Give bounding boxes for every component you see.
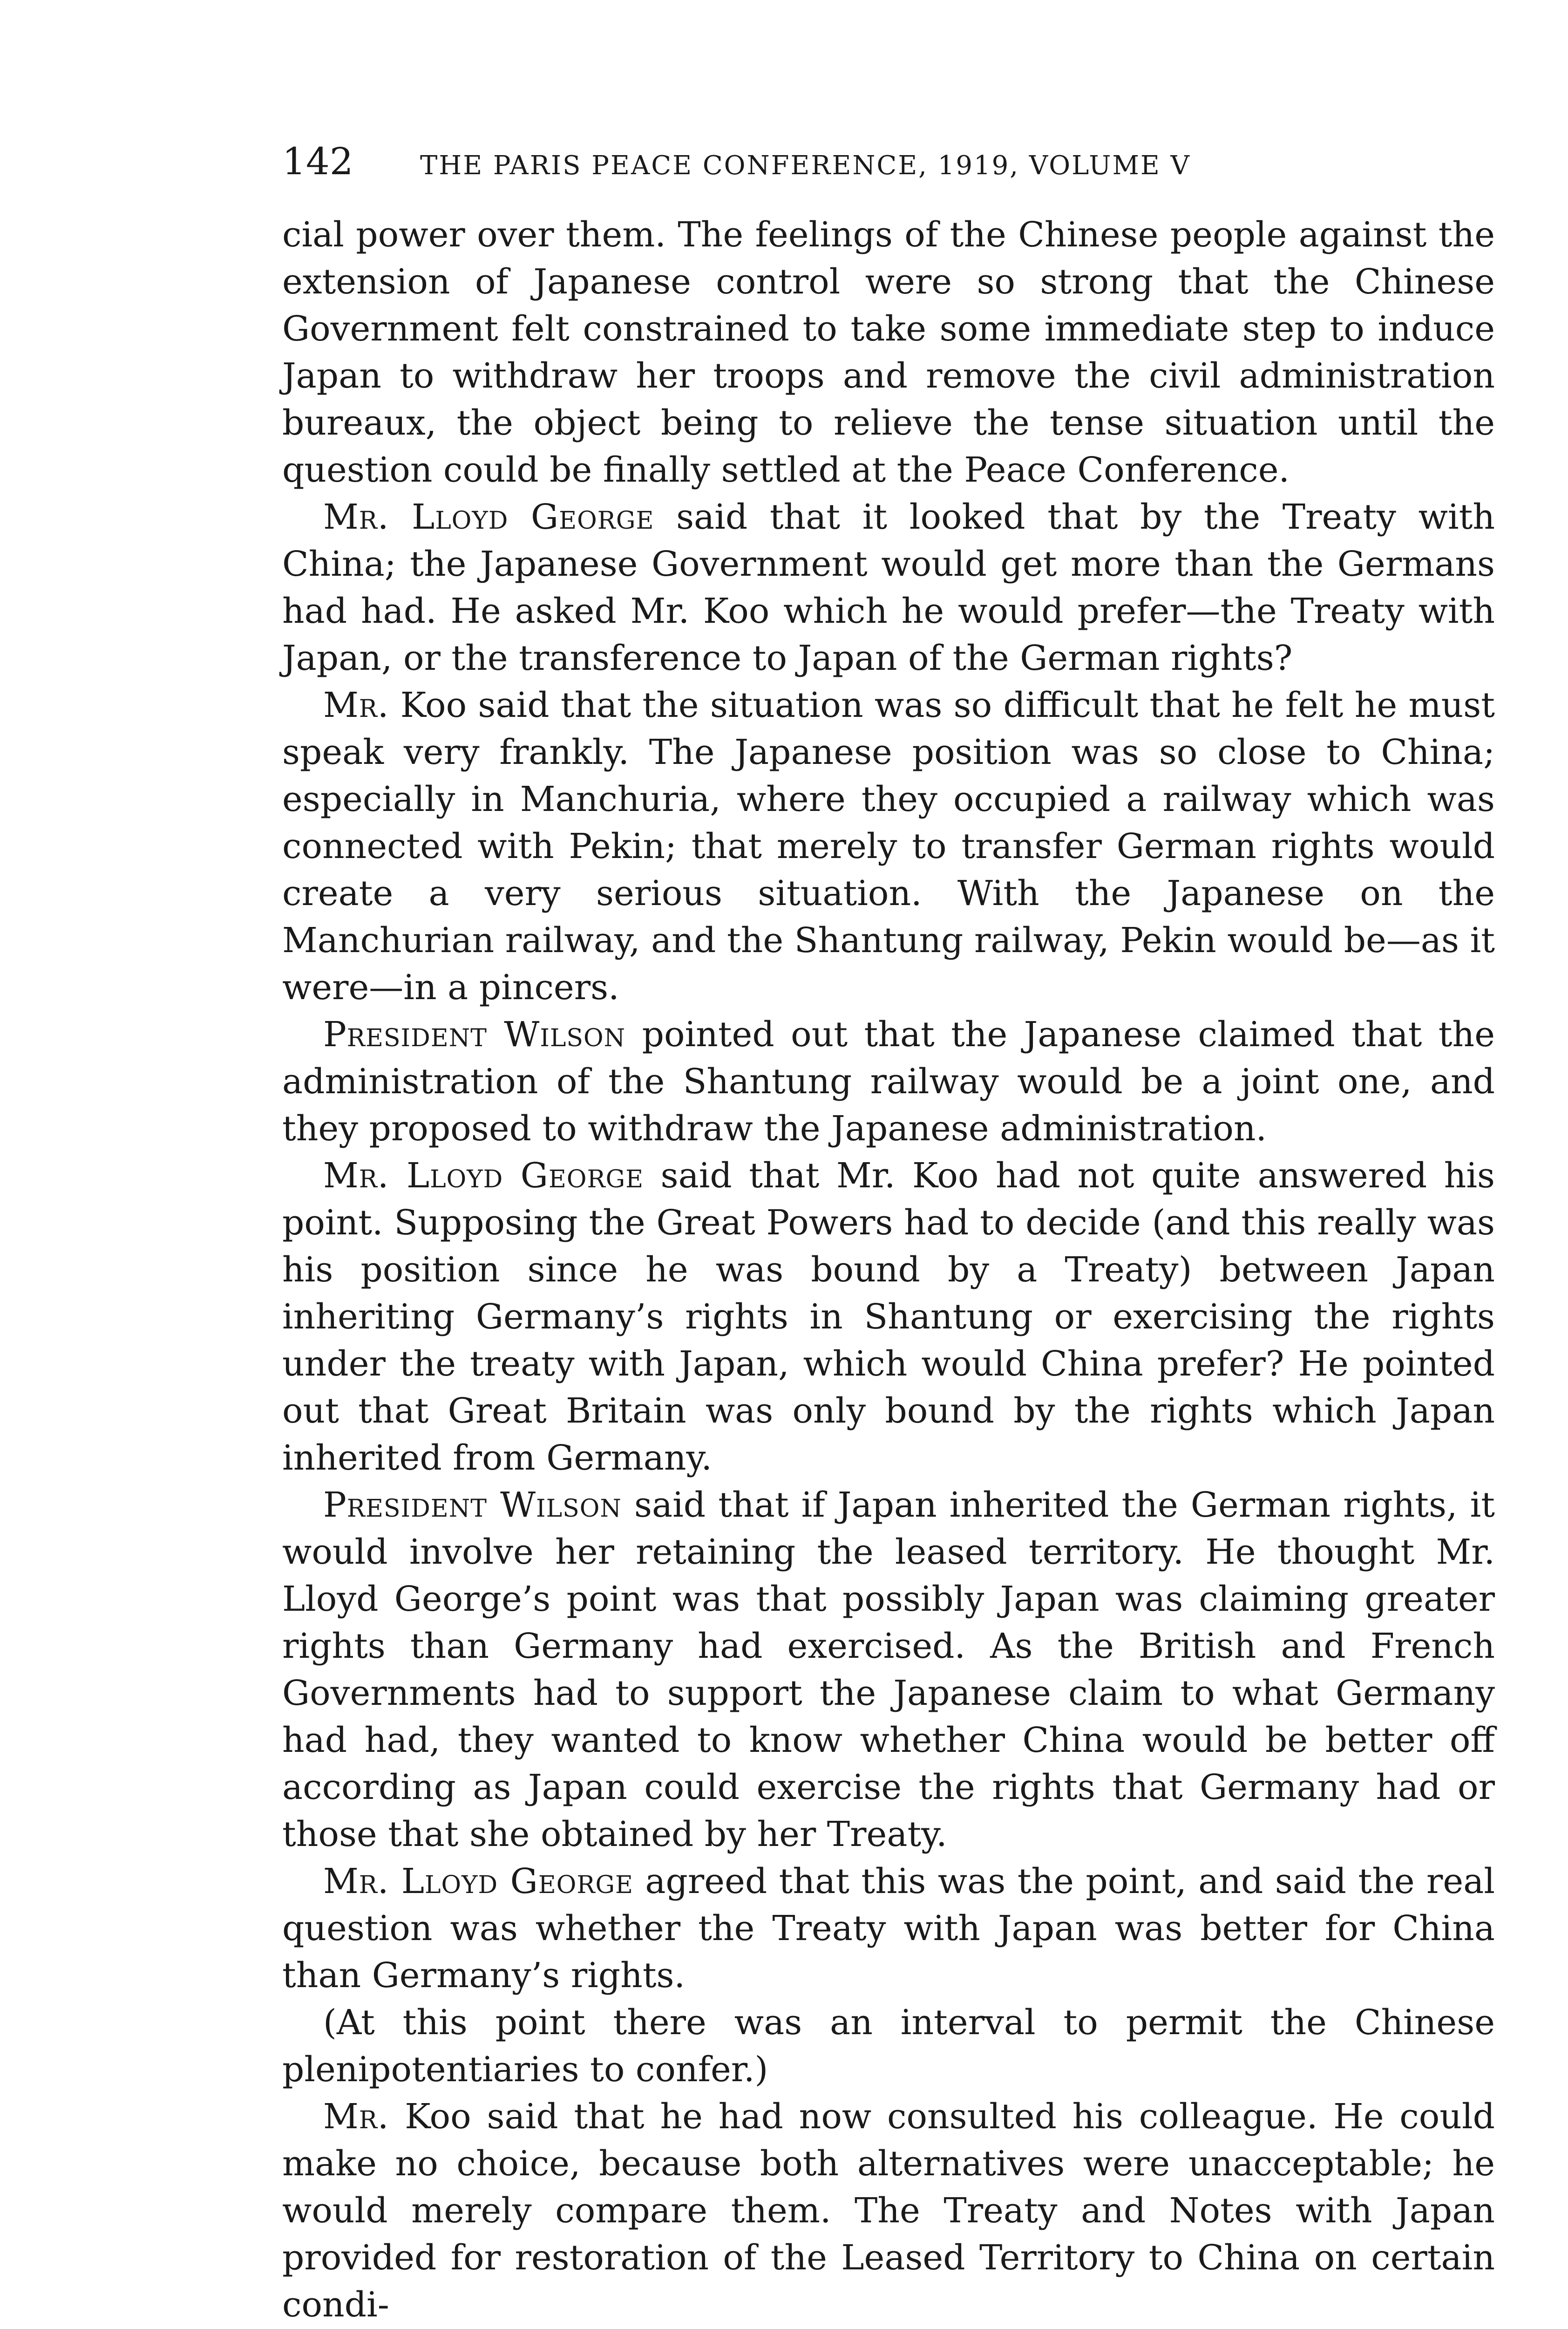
paragraph <box>282 1152 1495 1482</box>
paragraph <box>282 1482 1495 1858</box>
paragraph-text: (At this point there was an interval to permit the Chinese plenipotentiaries to confer.) <box>282 2002 1495 2090</box>
paragraph-text: said that Mr. Koo had not quite answered his point. Supposing the Great Powers had to decide (and this really was his position since he was bound by a Treaty) between Japan inheriting Germany’s rights in Shantung or exercising the rights under the treaty with Japan, which would China prefer? He pointed out that Great Britain was only bound by the rights which Japan inherited from Germany. <box>282 1156 1495 1478</box>
paragraph-continuation <box>282 211 1495 494</box>
speaker-name: Mr. <box>323 2097 389 2137</box>
paragraph-text: agreed that this was the point, and said the real question was whether the Treaty with Japan was better for China than Germany’s rights. <box>282 1861 1495 1995</box>
paragraph-note <box>282 1999 1495 2093</box>
paragraph <box>282 1858 1495 1999</box>
speaker-name: Mr. <box>323 685 389 725</box>
speaker-name: Mr. Lloyd George <box>323 1156 644 1196</box>
page-number: 142 <box>282 140 353 183</box>
paragraph <box>282 494 1495 682</box>
speaker-name: President Wilson <box>323 1015 626 1055</box>
speaker-name: Mr. Lloyd George <box>323 497 654 537</box>
document-page <box>282 140 1495 2329</box>
paragraph <box>282 1011 1495 1152</box>
running-header <box>282 140 1495 191</box>
paragraph-text: said that it looked that by the Treaty with China; the Japanese Government would get more than the Germans had had. He asked Mr. Koo which he would prefer—the Treaty with Japan, or the transference to Japan of the German rights? <box>282 497 1495 678</box>
running-title: THE PARIS PEACE CONFERENCE, 1919, VOLUME V <box>420 150 1191 181</box>
paragraph <box>282 682 1495 1011</box>
paragraph-text: said that if Japan inherited the German rights, it would involve her retaining the leased territory. He thought Mr. Lloyd George’s point was that possibly Japan was claiming greater rights than Germany had exercised. As the British and French Governments had to support the Japanese claim to what Germany had had, they wanted to know whether China would be better off according as Japan could exercise the rights that Germany had or those that she obtained by her Treaty. <box>282 1485 1495 1854</box>
paragraph-text: Koo said that the situation was so difficult that he felt he must speak very frankly. The Japanese position was so close to China; especially in Manchuria, where they occupied a railway which was connected with Pekin; that merely to transfer German rights would create a very serious situation. With the Japanese on the Manchurian railway, and the Shantung railway, Pekin would be—as it were—in a pincers. <box>282 685 1495 1008</box>
paragraph-text: cial power over them. The feelings of the Chinese people against the extension of Japanese control were so strong that the Chinese Government felt constrained to take some immediate step to induce Japan to withdraw her troops and remove the civil administration bureaux, the object being to relieve the tense situation until the question could be finally settled at the Peace Conference. <box>282 215 1495 490</box>
paragraph-text: pointed out that the Japanese claimed that the administration of the Shantung railway would be a joint one, and they proposed to withdraw the Japanese administration. <box>282 1015 1495 1149</box>
speaker-name: Mr. Lloyd George <box>323 1861 633 1901</box>
body-text <box>282 211 1495 2329</box>
paragraph-text: Koo said that he had now consulted his colleague. He could make no choice, because both alternatives were unacceptable; he would merely compare them. The Treaty and Notes with Japan provided for restoration of the Leased Territory to China on certain condi- <box>282 2097 1495 2325</box>
speaker-name: President Wilson <box>323 1485 622 1525</box>
paragraph <box>282 2093 1495 2329</box>
